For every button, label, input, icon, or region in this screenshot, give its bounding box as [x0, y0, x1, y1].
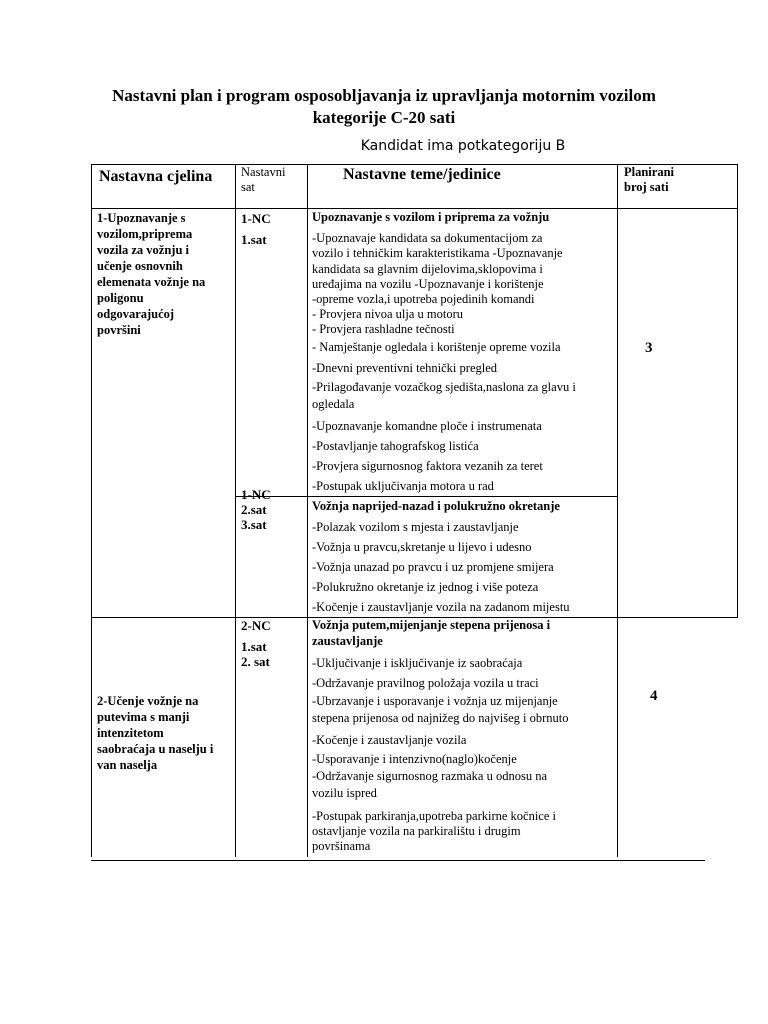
table-border-left	[91, 164, 92, 857]
header-nastavni-sat-line2: sat	[241, 180, 255, 194]
topic-line: vozilo i tehničkim karakteristikama -Upoznavanje	[312, 246, 563, 260]
section1-block2-nc: 1-NC	[241, 487, 271, 502]
table-divider-col3	[307, 164, 308, 857]
section1-block1-nc: 1-NC	[241, 211, 271, 226]
topic-line: - Provjera nivoa ulja u motoru	[312, 307, 464, 321]
topic-line: -Vožnja unazad po pravcu i uz promjene smijera	[312, 560, 554, 574]
section1-block1-title: Upoznavanje s vozilom i priprema za vožnju	[312, 210, 550, 224]
topic-line: -Uključivanje i isključivanje iz saobraćaja	[312, 656, 523, 670]
topic-line: vozilu ispred	[312, 786, 377, 800]
header-nastavni-sat-line1: Nastavni	[241, 165, 286, 179]
section2-unit	[97, 693, 213, 773]
topic-line: -Dnevni preventivni tehnički pregled	[312, 361, 498, 375]
topic-line: stepena prijenosa od najnižeg do najvišeg i obrnuto	[312, 711, 569, 725]
section2-unit-line: putevima s manji	[97, 710, 190, 724]
topic-line: -Postupak uključivanja motora u rad	[312, 479, 494, 493]
section2-title-line1: Vožnja putem,mijenjanje stepena prijenosa i	[312, 618, 551, 632]
topic-line: -Polukružno okretanje iz jednog i više poteza	[312, 580, 539, 594]
section1-block2-sat1: 2.sat	[241, 502, 267, 517]
topic-line: -Kočenje i zaustavljanje vozila na zadanom mijestu	[312, 600, 570, 614]
section1-block2-title: Vožnja naprijed-nazad i polukružno okretanje	[312, 499, 560, 513]
section1-unit-line: odgovarajućoj	[97, 307, 175, 321]
section1-unit-line: vozilom,pripremа	[97, 227, 193, 241]
topic-line: ostavljanje vozila na parkiralištu i drugim	[312, 824, 521, 838]
topic-line: -Ubrzavanje i usporavanje i vožnja uz mijenjanje	[312, 694, 558, 708]
topic-line: - Provjera rashladne tečnosti	[312, 322, 455, 336]
section2-unit-line: saobraćaja u naselju i	[97, 742, 214, 756]
section1-unit-line: poligonu	[97, 291, 144, 305]
topic-line: -Vožnja u pravcu,skretanje u lijevo i udesno	[312, 540, 532, 554]
topic-line: površinama	[312, 839, 371, 853]
section1-block1-sat: 1.sat	[241, 232, 267, 247]
topic-line: -Provjera sigurnosnog faktora vezanih za teret	[312, 459, 543, 473]
topic-line: -opreme vozla,i upotreba pojedinih komandi	[312, 292, 535, 306]
header-nastavna-cjelina: Nastavna cjelina	[99, 168, 213, 185]
document-title-line-2: kategorije C-20 sati	[312, 108, 456, 127]
section1-hours: 3	[645, 340, 653, 356]
topic-line: -Usporavanje i intenzivno(naglo)kočenje	[312, 752, 517, 766]
topic-line: -Održavanje sigurnosnog razmaka u odnosu na	[312, 769, 547, 783]
section2-sat2: 2. sat	[241, 654, 270, 669]
topic-line: -Polazak vozilom s mjesta i zaustavljanje	[312, 520, 519, 534]
section2-unit-line: 2-Učenje vožnje na	[97, 694, 199, 708]
topic-line: ogledala	[312, 397, 355, 411]
topic-line: -Upoznavaje kandidata sa dokumentacijom za	[312, 231, 543, 245]
section2-unit-line: van naselja	[97, 758, 158, 772]
section2-nc: 2-NC	[241, 618, 271, 633]
topic-line: - Namještanje ogledala i korištenje opreme vozila	[312, 340, 561, 354]
section1-unit-line: učenje osnovnih	[97, 259, 183, 273]
header-planirani-line2: broj sati	[624, 180, 669, 194]
table-block-divider	[235, 496, 618, 497]
topic-line: -Kočenje i zaustavljanje vozila	[312, 733, 467, 747]
topic-line: -Postupak parkiranja,upotreba parkirne kočnice i	[312, 809, 557, 823]
section2-unit-line: intenzitetom	[97, 726, 164, 740]
topic-line: -Postavljanje tahografskog listića	[312, 439, 479, 453]
document-title-line-1: Nastavni plan i program osposobljavanja iz upravljanja motornim vozilom	[112, 86, 656, 105]
section1-unit-line: vozila za vožnju i	[97, 243, 190, 257]
section1-unit-line: elemenata vožnje na	[97, 275, 206, 289]
topic-line: -Prilagođavanje vozačkog sjedišta,naslona za glavu i	[312, 380, 576, 394]
topic-line: kandidata sa glavnim dijelovima,sklopovima i	[312, 262, 543, 276]
section2-title-line2: zaustavljanje	[312, 634, 383, 648]
topic-line: -Upoznavanje komandne ploče i instrumenata	[312, 419, 542, 433]
section2-hours: 4	[650, 688, 658, 704]
section1-unit-line: površini	[97, 323, 141, 337]
header-planirani-line1: Planirani	[624, 165, 675, 179]
section1-unit-line: 1-Upoznavanje s	[97, 211, 186, 225]
topic-line: uređajima na vozilu -Upoznavanje i korištenje	[312, 277, 544, 291]
table-bottom-rule	[91, 860, 705, 861]
header-nastavne-teme: Nastavne teme/jedinice	[343, 166, 501, 183]
table-header-divider	[91, 208, 738, 209]
section1-block2-sat2: 3.sat	[241, 517, 267, 532]
topic-line: -Održavanje pravilnog položaja vozila u traci	[312, 676, 539, 690]
document-subtitle: Kandidat ima potkategoriju B	[360, 138, 566, 154]
section1-unit	[97, 210, 205, 338]
table-border-right	[737, 164, 738, 617]
table-divider-col2	[235, 164, 236, 857]
section2-sat1: 1.sat	[241, 639, 267, 654]
table-divider-col4	[617, 164, 618, 857]
